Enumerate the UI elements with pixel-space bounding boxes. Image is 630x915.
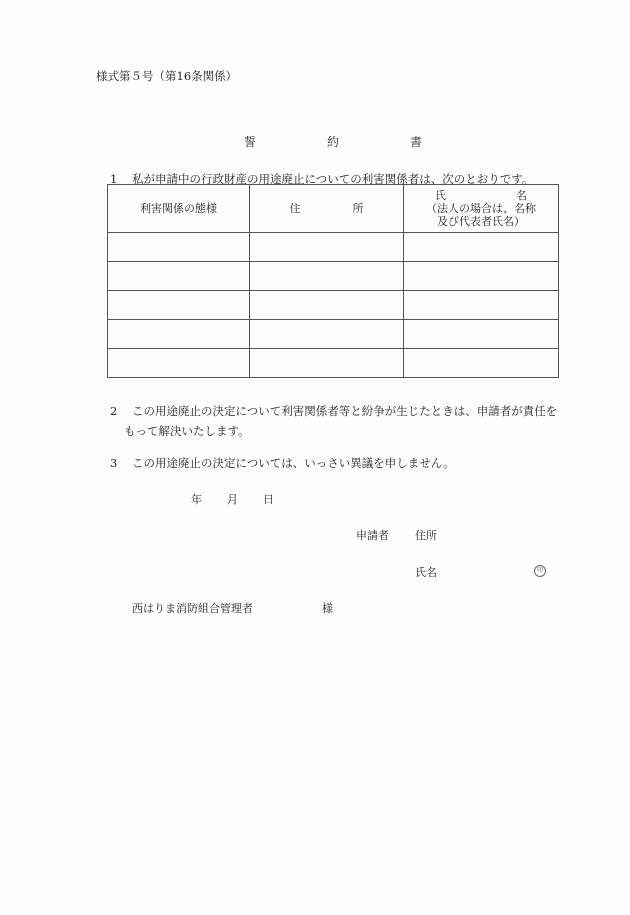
- cell-name[interactable]: [404, 262, 559, 291]
- item-3-number: 3: [110, 456, 118, 470]
- header-address-char-2: 所: [352, 202, 364, 215]
- cell-address[interactable]: [250, 349, 404, 378]
- title-char-2: 約: [327, 135, 340, 149]
- form-number: 様式第５号（第16条関係）: [96, 69, 238, 83]
- header-relationship: 利害関係の態様: [108, 185, 250, 233]
- header-name-char-1: 氏: [435, 189, 446, 202]
- cell-address[interactable]: [250, 233, 404, 262]
- item-2: [110, 401, 557, 441]
- header-name-line1: [404, 189, 558, 202]
- item-2-line1: この用途廃止の決定について利害関係者等と紛争が生じたときは、申請者が責任を: [132, 404, 558, 418]
- cell-name[interactable]: [404, 349, 559, 378]
- cell-relationship[interactable]: [108, 262, 250, 291]
- item-1-number: 1: [110, 172, 118, 186]
- item-1-text: 私が申請中の行政財産の用途廃止についての利害関係者は、次のとおりです。: [132, 172, 534, 186]
- cell-relationship[interactable]: [108, 291, 250, 320]
- date-year: 年: [191, 493, 202, 506]
- applicant-label: 申請者: [356, 529, 389, 542]
- table-row: [108, 349, 559, 378]
- cell-address[interactable]: [250, 320, 404, 349]
- title-char-1: 誓: [244, 135, 257, 149]
- applicant-address-label: 住所: [415, 529, 437, 542]
- cell-relationship[interactable]: [108, 233, 250, 262]
- item-3-text: この用途廃止の決定については、いっさい異議を申しません。: [132, 456, 455, 470]
- cell-relationship[interactable]: [108, 349, 250, 378]
- cell-address[interactable]: [250, 262, 404, 291]
- seal-icon: 印: [534, 565, 546, 577]
- cell-name[interactable]: [404, 233, 559, 262]
- header-name: [404, 185, 559, 233]
- item-2-line2: もって解決いたします。: [124, 424, 250, 438]
- interested-parties-table: [107, 184, 559, 378]
- applicant-name-label: 氏名: [415, 566, 437, 579]
- cell-address[interactable]: [250, 291, 404, 320]
- title-char-3: 書: [410, 135, 423, 149]
- table-row: [108, 262, 559, 291]
- table-row: [108, 291, 559, 320]
- item-2-number: 2: [110, 404, 118, 418]
- table-header-row: [108, 185, 559, 233]
- header-address-char-1: 住: [289, 202, 301, 215]
- addressee-name: 西はりま消防組合管理者: [132, 602, 253, 615]
- header-name-char-2: 名: [516, 189, 527, 202]
- header-address: [250, 185, 404, 233]
- cell-name[interactable]: [404, 291, 559, 320]
- header-name-line3: 及び代表者氏名）: [437, 215, 525, 228]
- table-row: [108, 233, 559, 262]
- cell-name[interactable]: [404, 320, 559, 349]
- cell-relationship[interactable]: [108, 320, 250, 349]
- date-day: 日: [263, 493, 274, 506]
- table-row: [108, 320, 559, 349]
- item-3: [110, 455, 454, 471]
- header-name-line2: （法人の場合は、名称: [426, 202, 536, 215]
- date-month: 月: [227, 493, 238, 506]
- addressee-honorific: 様: [322, 602, 333, 615]
